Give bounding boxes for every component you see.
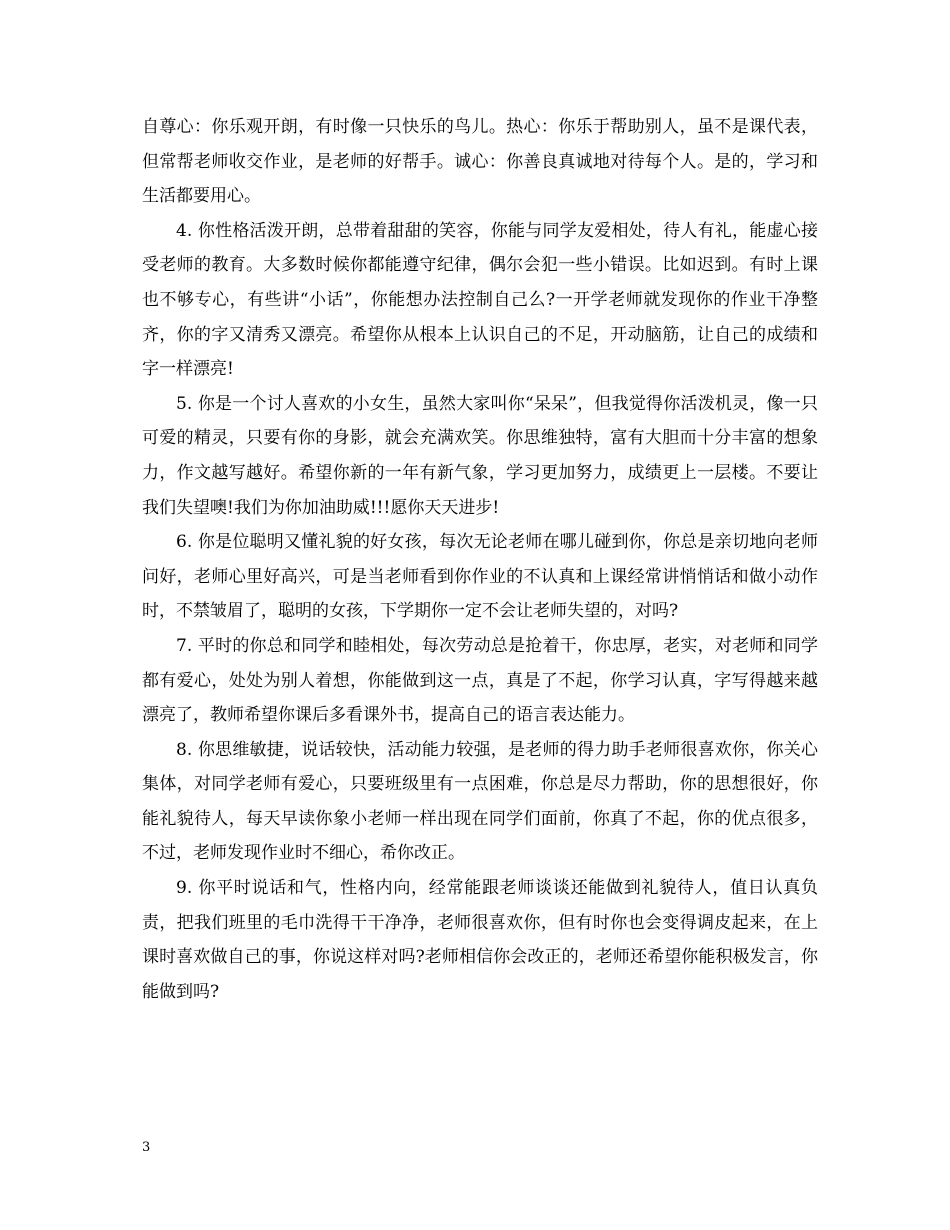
paragraph-3: 5. 你是一个讨人喜欢的小女生，虽然大家叫你“呆呆”，但我觉得你活泼机灵，像一只可爱的精灵，只要有你的身影，就会充满欢笑。你思维独特，富有大胆而十分丰富的想象力，作文越写越好。希望你新的一年有新气象，学习更加努力，成绩更上一层楼。不要让我们失望噢!我们为你加油助威!!!愿你天天进步! (142, 393, 818, 518)
paragraph-7: 9. 你平时说话和气，性格内向，经常能跟老师谈谈还能做到礼貌待人，值日认真负责，把我们班里的毛巾洗得干干净净，老师很喜欢你，但有时你也会变得调皮起来，在上课时喜欢做自己的事，你说这样对吗?老师相信你会改正的，老师还希望你能积极发言，你能做到吗? (142, 878, 818, 1002)
page-number: 3 (142, 1140, 151, 1155)
paragraph-5: 7. 平时的你总和同学和睦相处，每次劳动总是抢着干，你忠厚，老实，对老师和同学都有爱心，处处为别人着想，你能做到这一点，真是了不起，你学习认真，字写得越来越漂亮了，教师希望你课后多看课外书，提高自己的语言表达能力。 (142, 635, 818, 726)
paragraph-4: 6. 你是位聪明又懂礼貌的好女孩，每次无论老师在哪儿碰到你，你总是亲切地向老师问好，老师心里好高兴，可是当老师看到你作业的不认真和上课经常讲悄悄话和做小动作时，不禁皱眉了，聪明的女孩，下学期你一定不会让老师失望的，对吗? (142, 532, 818, 622)
paragraph-2: 4. 你性格活泼开朗，总带着甜甜的笑容，你能与同学友爱相处，待人有礼，能虚心接受老师的教育。大多数时候你都能遵守纪律，偶尔会犯一些小错误。比如迟到。有时上课也不够专心，有些讲“小话”，你能想办法控制自己么?一开学老师就发现你的作业干净整齐，你的字又清秀又漂亮。希望你从根本上认识自己的不足，开动脑筋，让自己的成绩和字一样漂亮! (142, 220, 818, 380)
paragraph-6: 8. 你思维敏捷，说话较快，活动能力较强，是老师的得力助手老师很喜欢你，你关心集体，对同学老师有爱心，只要班级里有一点困难，你总是尽力帮助，你的思想很好，你能礼貌待人，每天早读你象小老师一样出现在同学们面前，你真了不起，你的优点很多，不过，老师发现作业时不细心，希你改正。 (142, 739, 818, 864)
paragraph-1: 自尊心：你乐观开朗，有时像一只快乐的鸟儿。热心：你乐于帮助别人，虽不是课代表，但常帮老师收交作业，是老师的好帮手。诚心：你善良真诚地对待每个人。是的，学习和生活都要用心。 (142, 117, 818, 207)
document-body (142, 110, 818, 1009)
